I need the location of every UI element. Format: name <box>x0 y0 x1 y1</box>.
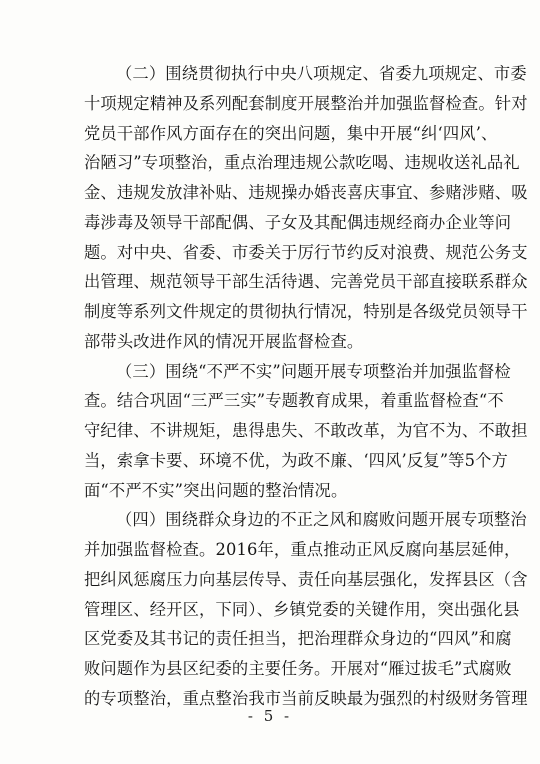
paragraph-2-line-8: 出管理、规范领导干部生活待遇、完善党员干部直接联系群众 <box>84 272 528 291</box>
paragraph-2-line-10: 部带头改进作风的情况开展监督检查。 <box>84 332 364 351</box>
paragraph-4-line-3: 把纠风惩腐压力向基层传导、责任向基层强化，发挥县区（含 <box>84 570 528 589</box>
paragraph-3-line-2: 查。结合巩固“三严三实”专题教育成果，着重监督检查“不 <box>84 391 504 410</box>
paragraph-3-line-5: 面“不严不实”突出问题的整治情况。 <box>84 481 348 500</box>
paragraph-4-line-1: （四）围绕群众身边的不正之风和腐败问题开展专项整治 <box>116 510 527 529</box>
page-number: - 5 - <box>247 707 293 725</box>
paragraph-4-line-2: 并加强监督检查。2016年，重点推动正风反腐向基层延伸， <box>84 540 521 559</box>
paragraph-3-line-4: 当，索拿卡要、环境不优，为政不廉、‘四风’反复”等5个方 <box>84 451 508 470</box>
paragraph-3-line-3: 守纪律、不讲规矩，患得患失、不敢改革，为官不为、不敢担 <box>84 421 528 440</box>
paragraph-3-line-1: （三）围绕“不严不实”问题开展专项整治并加强监督检 <box>116 362 511 381</box>
paragraph-2-line-4: 治陋习”专项整治，重点治理违规公款吃喝、违规收送礼品礼 <box>84 153 520 172</box>
paragraph-4-line-5: 区党委及其书记的责任担当，把治理群众身边的“四风”和腐 <box>84 629 512 648</box>
paragraph-4-line-4: 管理区、经开区，下同）、乡镇党委的关键作用，突出强化县 <box>84 600 520 619</box>
paragraph-2-line-5: 金、违规发放津补贴、违规操办婚丧喜庆事宜、参赌涉赌、吸 <box>84 183 528 202</box>
paragraph-4-line-6: 败问题作为县区纪委的主要任务。开展对“雁过拔毛”式腐败 <box>84 659 512 678</box>
paragraph-2-line-7: 题。对中央、省委、市委关于厉行节约反对浪费、规范公务支 <box>84 243 528 262</box>
paragraph-2-line-2: 十项规定精神及系列配套制度开展整治并加强监督检查。针对 <box>84 94 528 113</box>
paragraph-2-line-9: 制度等系列文件规定的贯彻执行情况，特别是各级党员领导干 <box>84 302 528 321</box>
paragraph-4-line-7: 的专项整治，重点整治我市当前反映最为强烈的村级财务管理 <box>84 689 528 708</box>
paragraph-2-line-3: 党员干部作风方面存在的突出问题，集中开展“纠‘四风’、 <box>84 124 498 143</box>
paragraph-2-line-6: 毒涉毒及领导干部配偶、子女及其配偶违规经商办企业等问 <box>84 213 512 232</box>
paragraph-2-line-1: （二）围绕贯彻执行中央八项规定、省委九项规定、市委 <box>116 64 527 83</box>
